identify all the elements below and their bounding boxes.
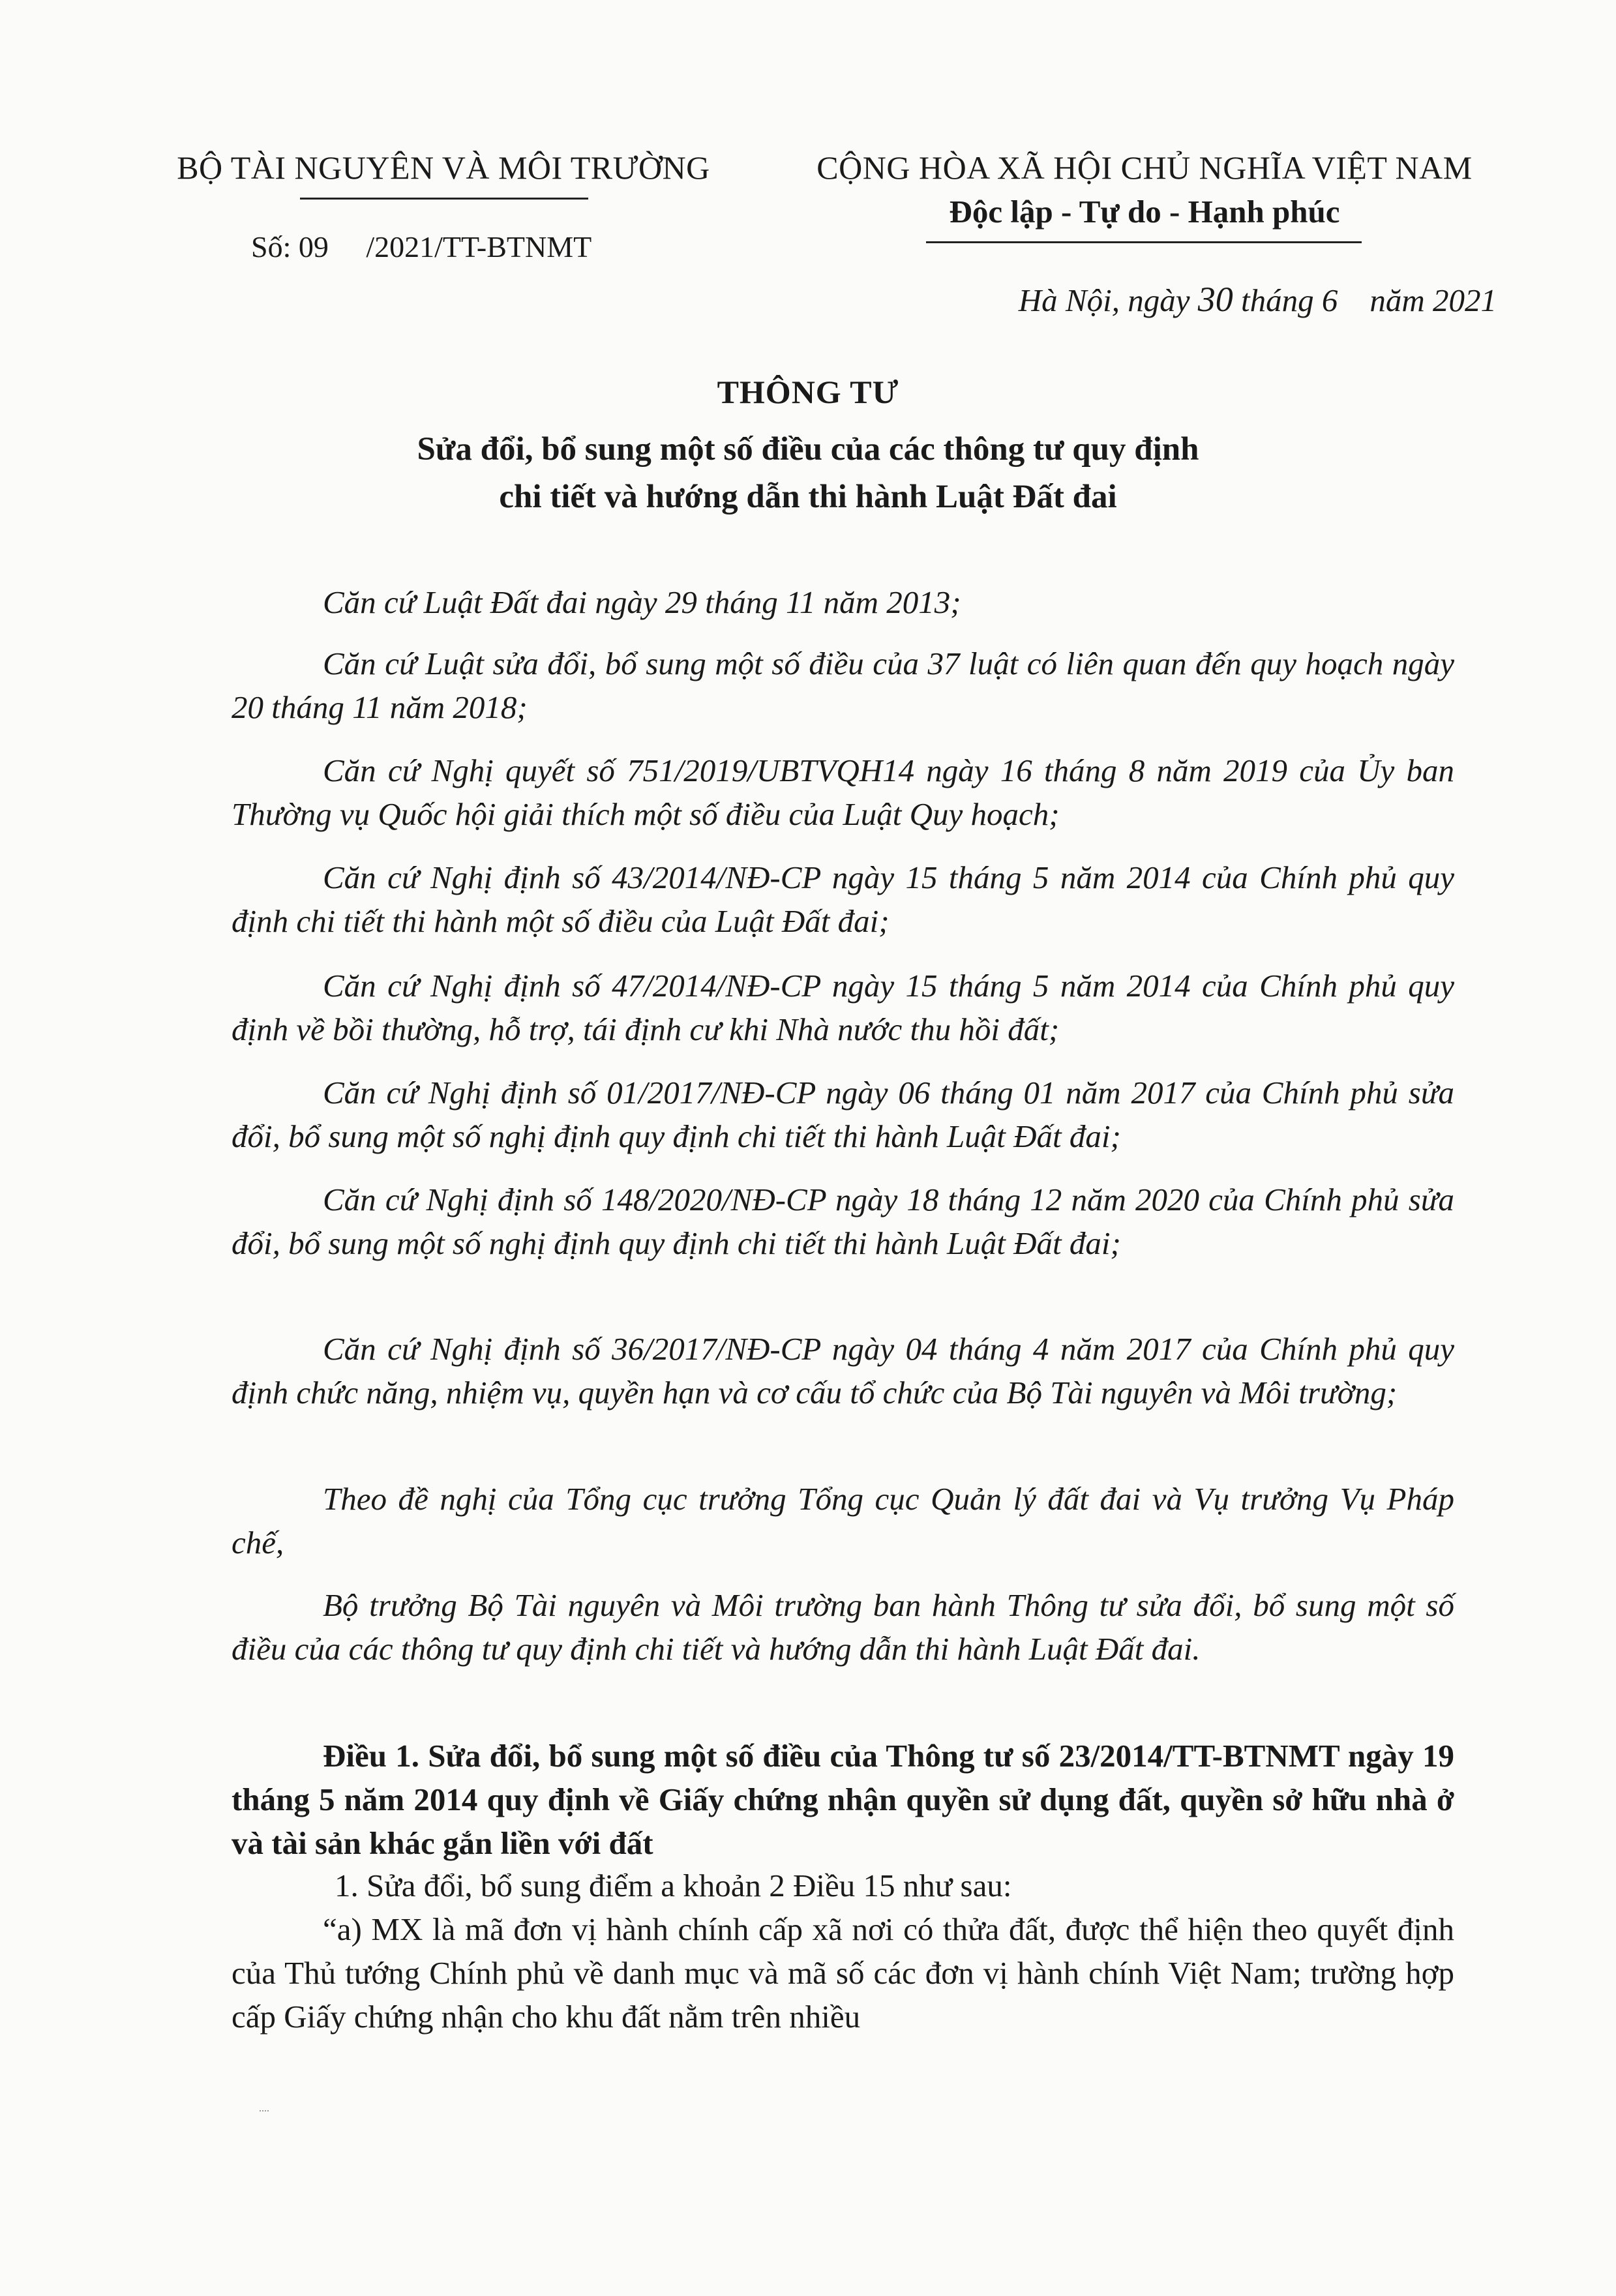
agency-underline: [300, 198, 588, 200]
date-prefix: Hà Nội, ngày: [1018, 282, 1198, 318]
scan-artifact: [260, 2110, 269, 2114]
document-title-line-2: chi tiết và hướng dẫn thi hành Luật Đất đai: [499, 479, 1117, 515]
document-number: [251, 230, 591, 264]
legal-basis-3: Căn cứ Nghị quyết số 751/2019/UBTVQH14 ngày 16 tháng 8 năm 2019 của Ủy ban Thường vụ Quốc hội giải thích một số điều của Luật Quy hoạch;: [232, 753, 1454, 832]
legal-basis-5: Căn cứ Nghị định số 47/2014/NĐ-CP ngày 15 tháng 5 năm 2014 của Chính phủ quy định về bồi thường, hỗ trợ, tái định cư khi Nhà nước thu hồi đất;: [232, 968, 1454, 1047]
clause-1-text: “a) MX là mã đơn vị hành chính cấp xã nơi có thửa đất, được thể hiện theo quyết định của Thủ tướng Chính phủ về danh mục và mã số các đơn vị hành chính Việt Nam; trường hợp cấp Giấy chứng nhận cho khu đất nằm trên nhiều: [232, 1911, 1454, 2035]
motto-underline: [926, 241, 1362, 243]
document-type: THÔNG TƯ: [717, 374, 899, 410]
legal-basis-4: Căn cứ Nghị định số 43/2014/NĐ-CP ngày 15 tháng 5 năm 2014 của Chính phủ quy định chi tiết thi hành một số điều của Luật Đất đai;: [232, 859, 1454, 939]
enactment-clause: Bộ trưởng Bộ Tài nguyên và Môi trường ban hành Thông tư sửa đổi, bổ sung một số điều của các thông tư quy định chi tiết và hướng dẫn thi hành Luật Đất đai.: [232, 1587, 1454, 1667]
doc-number-suffix: /2021/TT-BTNMT: [366, 230, 592, 263]
national-motto: Độc lập - Tự do - Hạnh phúc: [949, 194, 1340, 230]
date-month-label: tháng: [1233, 282, 1322, 318]
proposal-clause: Theo đề nghị của Tổng cục trưởng Tổng cục Quản lý đất đai và Vụ trưởng Vụ Pháp chế,: [232, 1481, 1454, 1560]
document-title-line-1: Sửa đổi, bổ sung một số điều của các thông tư quy định: [417, 431, 1199, 468]
legal-basis-7: Căn cứ Nghị định số 148/2020/NĐ-CP ngày 18 tháng 12 năm 2020 của Chính phủ sửa đổi, bổ sung một số nghị định quy định chi tiết thi hành Luật Đất đai;: [232, 1182, 1454, 1261]
legal-basis-6: Căn cứ Nghị định số 01/2017/NĐ-CP ngày 06 tháng 01 năm 2017 của Chính phủ sửa đổi, bổ sung một số nghị định quy định chi tiết thi hành Luật Đất đai;: [232, 1075, 1454, 1154]
national-title: CỘNG HÒA XÃ HỘI CHỦ NGHĨA VIỆT NAM: [816, 149, 1473, 186]
legal-basis-1: Căn cứ Luật Đất đai ngày 29 tháng 11 năm 2013;: [323, 584, 961, 620]
place-date-line: [848, 279, 1497, 320]
doc-number-value: 09: [298, 230, 329, 263]
date-year: năm 2021: [1338, 282, 1497, 318]
clause-1: 1. Sửa đổi, bổ sung điểm a khoản 2 Điều 15 như sau:: [335, 1868, 1012, 1903]
date-day: 30: [1197, 280, 1233, 319]
issuing-agency: BỘ TÀI NGUYÊN VÀ MÔI TRƯỜNG: [177, 149, 710, 186]
legal-basis-2: Căn cứ Luật sửa đổi, bổ sung một số điều của 37 luật có liên quan đến quy hoạch ngày 20 tháng 11 năm 2018;: [232, 646, 1454, 725]
doc-number-label: Số:: [251, 230, 292, 263]
date-month: 6: [1321, 282, 1338, 318]
article-1-heading: Điều 1. Sửa đổi, bổ sung một số điều của Thông tư số 23/2014/TT-BTNMT ngày 19 tháng 5 năm 2014 quy định về Giấy chứng nhận quyền sử dụng đất, quyền sở hữu nhà ở và tài sản khác gắn liền với đất: [232, 1738, 1454, 1861]
legal-basis-8: Căn cứ Nghị định số 36/2017/NĐ-CP ngày 04 tháng 4 năm 2017 của Chính phủ quy định chức năng, nhiệm vụ, quyền hạn và cơ cấu tổ chức của Bộ Tài nguyên và Môi trường;: [232, 1331, 1454, 1410]
